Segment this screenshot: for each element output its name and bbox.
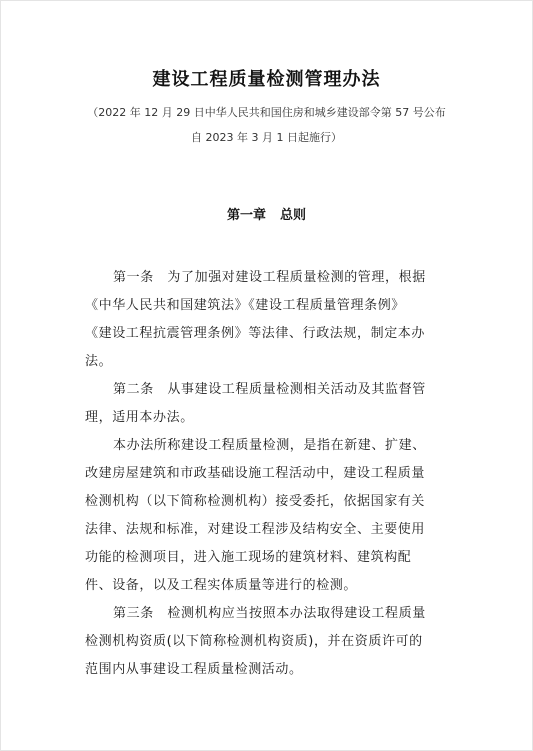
definition-line-1: 本办法所称建设工程质量检测，是指在新建、扩建、 xyxy=(113,438,426,453)
article-2-line-2: 理，适用本办法。 xyxy=(85,410,194,425)
article-1-line-1: 第一条 为了加强对建设工程质量检测的管理，根据 xyxy=(113,270,426,285)
chapter-heading xyxy=(1,204,532,223)
article-1-line-4: 法。 xyxy=(85,354,113,369)
article-3-line-1: 第三条 检测机构应当按照本办法取得建设工程质量 xyxy=(113,606,426,621)
chapter-name: 总则 xyxy=(280,208,307,223)
chapter-number: 第一章 xyxy=(226,208,266,223)
article-3-line-3: 范围内从事建设工程质量检测活动。 xyxy=(85,662,303,677)
promulgation-note-line-2: 自 2023 年 3 月 1 日起施行） xyxy=(191,131,342,144)
definition-line-3: 检测机构（以下简称检测机构）接受委托，依据国家有关 xyxy=(85,494,426,509)
article-1-line-2: 《中华人民共和国建筑法》《建设工程质量管理条例》 xyxy=(85,298,405,313)
article-1-line-3: 《建设工程抗震管理条例》等法律、行政法规，制定本办 xyxy=(85,326,426,341)
document-title: 建设工程质量检测管理办法 xyxy=(152,69,381,90)
definition-line-2: 改建房屋建筑和市政基础设施工程活动中，建设工程质量 xyxy=(85,466,426,481)
definition-line-5: 功能的检测项目，进入施工现场的建筑材料、建筑构配 xyxy=(85,550,412,565)
definition-line-6: 件、设备，以及工程实体质量等进行的检测。 xyxy=(85,578,358,593)
definition-line-4: 法律、法规和标准，对建设工程涉及结构安全、主要使用 xyxy=(85,522,426,537)
article-2-line-1: 第二条 从事建设工程质量检测相关活动及其监督管 xyxy=(113,382,426,397)
promulgation-note-line-1: （2022 年 12 月 29 日中华人民共和国住房和城乡建设部令第 57 号公布 xyxy=(87,106,446,119)
article-3-line-2: 检测机构资质(以下简称检测机构资质)，并在资质许可的 xyxy=(85,634,423,649)
